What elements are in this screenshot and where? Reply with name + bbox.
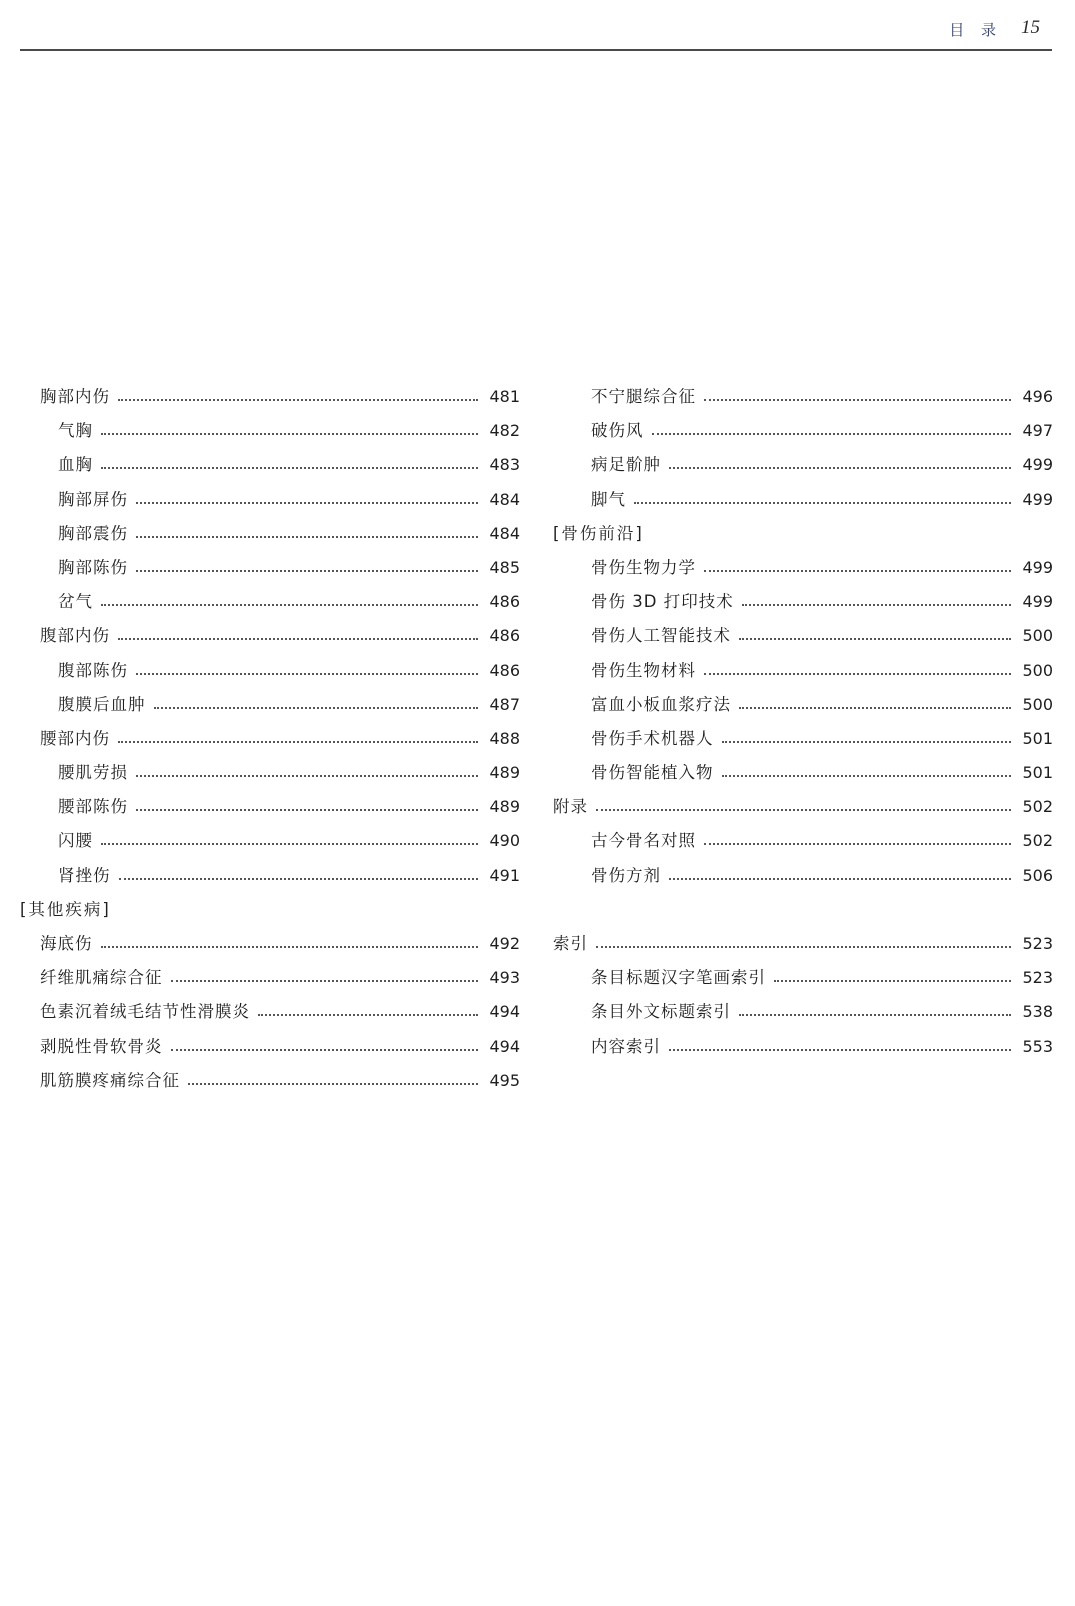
toc-leader-dots <box>722 729 1012 743</box>
toc-entry-title: 古今骨名对照 <box>591 831 696 851</box>
toc-entry-title: 腰部陈伤 <box>58 797 128 817</box>
toc-leader-dots <box>722 763 1012 777</box>
toc-entry-title: 骨伤智能植入物 <box>591 763 714 783</box>
toc-entry-page-number: 486 <box>489 592 520 612</box>
toc-entry-title: 肾挫伤 <box>58 865 111 885</box>
toc-leader-dots <box>704 558 1011 572</box>
toc-leader-dots <box>669 455 1011 469</box>
toc-entry-title: 脚气 <box>591 489 626 509</box>
toc-entry-page-number: 506 <box>1022 865 1053 885</box>
toc-leader-dots <box>101 934 479 948</box>
toc-entry <box>553 558 1053 592</box>
toc-entry <box>20 387 520 421</box>
toc-leader-dots <box>669 1037 1011 1051</box>
toc-entry-title: 色素沉着绒毛结节性滑膜炎 <box>40 1002 250 1022</box>
toc-entry <box>553 1002 1053 1036</box>
toc-entry <box>20 592 520 626</box>
toc-entry <box>553 797 1053 831</box>
toc-leader-dots <box>634 490 1011 504</box>
toc-leader-dots <box>136 797 478 811</box>
toc-entry-page-number: 553 <box>1022 1036 1053 1056</box>
toc-entry-title: 胸部陈伤 <box>58 557 128 577</box>
toc-leader-dots <box>742 592 1011 606</box>
running-title: 目 录 <box>949 21 1002 39</box>
toc-entry-title: 破伤风 <box>591 421 644 441</box>
page-number: 15 <box>1021 17 1040 38</box>
toc-entry-page-number: 499 <box>1022 592 1053 612</box>
toc-leader-dots <box>136 524 478 538</box>
toc-entry-title: 腰肌劳损 <box>58 763 128 783</box>
toc-entry-page-number: 489 <box>489 763 520 783</box>
toc-leader-dots <box>118 626 478 640</box>
toc-entry <box>20 934 520 968</box>
toc-entry-title: 骨伤生物材料 <box>591 660 696 680</box>
toc-entry-title: 腹膜后血肿 <box>58 694 146 714</box>
toc-entry <box>20 626 520 660</box>
toc-entry <box>20 763 520 797</box>
toc-entry-page-number: 493 <box>489 968 520 988</box>
toc-entry <box>553 934 1053 968</box>
toc-leader-dots <box>596 934 1011 948</box>
toc-entry <box>20 968 520 1002</box>
toc-entry-title: 条目外文标题索引 <box>591 1002 731 1022</box>
toc-leader-dots <box>596 797 1011 811</box>
toc-spacer <box>553 900 1053 934</box>
toc-entry-title: 腰部内伤 <box>40 728 110 748</box>
toc-entry <box>20 797 520 831</box>
toc-entry <box>553 1037 1053 1071</box>
toc-leader-dots <box>118 729 478 743</box>
toc-entry-title: 骨伤人工智能技术 <box>591 626 731 646</box>
toc-entry <box>20 831 520 865</box>
toc-leader-dots <box>739 1002 1011 1016</box>
toc-entry-title: 骨伤 3D 打印技术 <box>591 592 734 612</box>
toc-entry <box>553 866 1053 900</box>
toc-leader-dots <box>136 763 478 777</box>
toc-entry-page-number: 484 <box>489 523 520 543</box>
toc-left-column <box>20 387 520 1105</box>
toc-entry <box>553 592 1053 626</box>
toc-leader-dots <box>136 661 478 675</box>
toc-leader-dots <box>136 558 478 572</box>
toc-entry <box>20 866 520 900</box>
section-heading-title: [骨伤前沿] <box>553 523 644 543</box>
toc-entry-title: 岔气 <box>58 592 93 612</box>
toc-leader-dots <box>774 968 1011 982</box>
toc-entry-page-number: 483 <box>489 455 520 475</box>
toc-entry <box>553 626 1053 660</box>
toc-entry-page-number: 486 <box>489 626 520 646</box>
toc-leader-dots <box>171 1037 479 1051</box>
toc-leader-dots <box>739 626 1011 640</box>
toc-entry-page-number: 494 <box>489 1036 520 1056</box>
toc-entry-page-number: 494 <box>489 1002 520 1022</box>
toc-entry-title: 条目标题汉字笔画索引 <box>591 968 766 988</box>
toc-entry-title: 病足骱肿 <box>591 455 661 475</box>
toc-entry-page-number: 499 <box>1022 557 1053 577</box>
toc-leader-dots <box>154 695 479 709</box>
toc-entry-page-number: 495 <box>489 1070 520 1090</box>
toc-right-column <box>553 387 1053 1071</box>
toc-entry <box>20 421 520 455</box>
toc-leader-dots <box>101 455 478 469</box>
toc-entry-page-number: 486 <box>489 660 520 680</box>
toc-entry-title: 剥脱性骨软骨炎 <box>40 1036 163 1056</box>
toc-entry <box>553 968 1053 1002</box>
toc-leader-dots <box>704 831 1011 845</box>
toc-leader-dots <box>704 387 1011 401</box>
toc-entry-title: 胸部内伤 <box>40 387 110 406</box>
toc-entry-title: 腹部内伤 <box>40 626 110 646</box>
toc-entry-page-number: 482 <box>489 421 520 441</box>
toc-entry-page-number: 499 <box>1022 455 1053 475</box>
toc-entry-title: 内容索引 <box>591 1036 661 1056</box>
toc-leader-dots <box>171 968 479 982</box>
toc-leader-dots <box>119 866 479 880</box>
toc-entry-page-number: 489 <box>489 797 520 817</box>
toc-section-heading <box>553 524 1053 558</box>
toc-leader-dots <box>136 490 478 504</box>
toc-leader-dots <box>101 831 478 845</box>
toc-entry <box>20 1037 520 1071</box>
toc-entry-title: 腹部陈伤 <box>58 660 128 680</box>
toc-leader-dots <box>652 421 1012 435</box>
toc-entry <box>20 1002 520 1036</box>
toc-entry-page-number: 523 <box>1022 934 1053 953</box>
toc-entry <box>20 490 520 524</box>
toc-entry-title: 肌筋膜疼痛综合征 <box>40 1070 180 1090</box>
toc-entry-page-number: 490 <box>489 831 520 851</box>
toc-leader-dots <box>101 421 478 435</box>
toc-entry-title: 不宁腿综合征 <box>591 387 696 406</box>
toc-leader-dots <box>118 387 478 401</box>
toc-entry-page-number: 500 <box>1022 660 1053 680</box>
toc-entry-title: 骨伤手术机器人 <box>591 728 714 748</box>
toc-entry <box>553 831 1053 865</box>
toc-leader-dots <box>704 661 1011 675</box>
toc-section-heading <box>20 900 520 934</box>
toc-leader-dots <box>739 695 1011 709</box>
toc-entry <box>20 558 520 592</box>
toc-entry-title: 胸部屏伤 <box>58 489 128 509</box>
toc-entry-page-number: 501 <box>1022 763 1053 783</box>
toc-leader-dots <box>669 866 1011 880</box>
toc-entry <box>553 763 1053 797</box>
toc-leader-dots <box>258 1002 478 1016</box>
toc-entry-page-number: 481 <box>489 387 520 406</box>
page-header <box>20 0 1052 51</box>
toc-entry-title: 附录 <box>553 797 588 817</box>
toc-entry-title: 气胸 <box>58 421 93 441</box>
toc-entry-title: 胸部震伤 <box>58 523 128 543</box>
toc-entry-title: 骨伤方剂 <box>591 865 661 885</box>
toc-entry-page-number: 491 <box>489 865 520 885</box>
toc-entry <box>553 490 1053 524</box>
toc-entry-page-number: 496 <box>1022 387 1053 406</box>
section-heading-title: [其他疾病] <box>20 899 111 919</box>
toc-leader-dots <box>101 592 478 606</box>
toc-entry-page-number: 488 <box>489 728 520 748</box>
toc-entry <box>553 661 1053 695</box>
toc-entry-title: 闪腰 <box>58 831 93 851</box>
toc-entry <box>20 661 520 695</box>
toc-entry-page-number: 500 <box>1022 626 1053 646</box>
toc-entry-page-number: 484 <box>489 489 520 509</box>
toc-entry-page-number: 501 <box>1022 728 1053 748</box>
toc-entry-page-number: 502 <box>1022 831 1053 851</box>
toc-entry-title: 纤维肌痛综合征 <box>40 968 163 988</box>
toc-entry-page-number: 492 <box>489 934 520 953</box>
toc-entry <box>20 524 520 558</box>
toc-entry-page-number: 485 <box>489 557 520 577</box>
toc-entry-page-number: 487 <box>489 694 520 714</box>
toc-entry <box>20 729 520 763</box>
toc-entry-page-number: 499 <box>1022 489 1053 509</box>
toc-entry <box>553 695 1053 729</box>
toc-leader-dots <box>188 1071 478 1085</box>
toc-entry <box>553 455 1053 489</box>
toc-entry <box>553 729 1053 763</box>
toc-entry-page-number: 523 <box>1022 968 1053 988</box>
toc-entry-title: 血胸 <box>58 455 93 475</box>
toc-entry-title: 海底伤 <box>40 934 93 953</box>
toc-entry <box>553 387 1053 421</box>
toc-entry-page-number: 538 <box>1022 1002 1053 1022</box>
toc-entry <box>553 421 1053 455</box>
toc-entry-page-number: 502 <box>1022 797 1053 817</box>
toc-entry <box>20 695 520 729</box>
toc-entry-page-number: 497 <box>1022 421 1053 441</box>
toc-entry <box>20 1071 520 1105</box>
toc-entry-title: 索引 <box>553 934 588 953</box>
toc-entry-title: 富血小板血浆疗法 <box>591 694 731 714</box>
toc-entry <box>20 455 520 489</box>
toc-entry-page-number: 500 <box>1022 694 1053 714</box>
toc-entry-title: 骨伤生物力学 <box>591 557 696 577</box>
